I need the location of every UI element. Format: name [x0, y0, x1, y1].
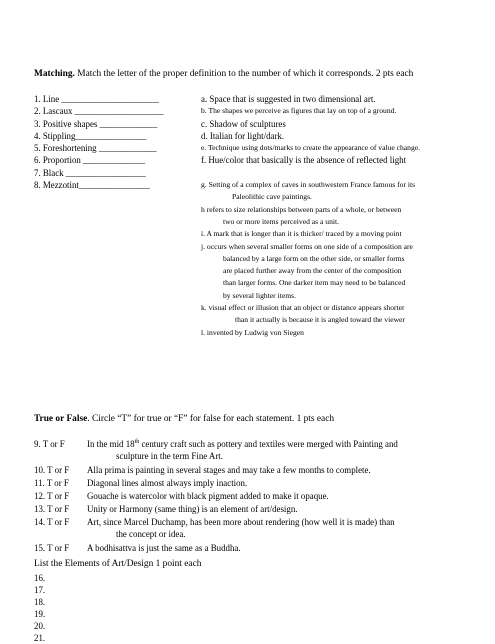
tf-statement-cont: sculpture in the term Fine Art. — [116, 451, 223, 461]
tf-choice[interactable]: 10. T or F — [34, 465, 70, 475]
matching-instructions: Match the letter of the proper definition to the number of which it corresponds. 2 pts each — [74, 69, 414, 79]
elements-list — [34, 572, 45, 644]
tf-choice[interactable]: 13. T or F — [34, 504, 70, 515]
elements-heading: List the Elements of Art/Design 1 point each — [34, 559, 202, 569]
tf-choice[interactable]: 14. T or F — [34, 517, 70, 528]
definition-k: k. visual effect or illusion that an object or distance appears shorter — [201, 303, 405, 313]
tf-choice[interactable]: 9. T or F — [34, 439, 65, 449]
definition-g-cont: Paleolithic cave paintings. — [232, 192, 312, 202]
element-answer-line[interactable]: 17. — [34, 585, 46, 595]
definition-h: h refers to size relationships between parts of a whole, or between — [201, 204, 402, 214]
element-answer-line[interactable]: 18. — [34, 597, 46, 607]
definition-a: a. Space that is suggested in two dimensional art. — [201, 94, 376, 104]
term-item: 1. Line ______________________ — [34, 94, 159, 104]
definition-f: f. Hue/color that basically is the absence of reflected light — [201, 155, 407, 166]
definition-j: j. occurs when several smaller forms on one side of a composition are — [201, 241, 413, 251]
element-answer-line[interactable]: 19. — [34, 609, 46, 619]
tf-statement: Art, since Marcel Duchamp, has been more about rendering (how well it is made) than — [87, 517, 395, 528]
element-answer-line[interactable]: 21. — [34, 633, 46, 643]
true-false-instructions: . Circle “T” for true or “F” for false for each statement. 1 pts each — [87, 414, 335, 424]
definition-c: c. Shadow of sculptures — [201, 118, 286, 129]
definition-j-cont-2: are placed further away from the center of the composition — [223, 266, 402, 276]
tf-choice[interactable]: 15. T or F — [34, 543, 70, 554]
definition-h-cont: two or more items perceived as a unit. — [223, 216, 339, 226]
definition-l: l. invented by Ludwig von Siegen — [201, 327, 304, 337]
definition-b: b. The shapes we perceive as figures that lay on top of a ground. — [201, 106, 397, 116]
matching-terms — [34, 93, 163, 191]
definition-d: d. Italian for light/dark. — [201, 130, 285, 141]
tf-statement: A bodhisattva is just the same as a Buddha. — [87, 543, 241, 554]
definition-j-cont-4: by several lighter items. — [223, 290, 296, 300]
term-item: 7. Black __________________ — [34, 167, 146, 178]
tf-statement-cont: the concept or idea. — [116, 529, 186, 540]
definition-k-cont: than it actually is because it is angled toward the viewer — [235, 315, 405, 325]
term-item: 6. Proportion ______________ — [34, 155, 146, 166]
tf-choice[interactable]: 11. T or F — [34, 478, 69, 489]
definition-j-cont-1: balanced by a large form on the other side, or smaller forms — [223, 253, 405, 263]
matching-heading — [34, 69, 413, 79]
definition-e: e. Technique using dots/marks to create the appearance of value change. — [201, 143, 421, 153]
tf-statement: Diagonal lines almost always imply inaction. — [87, 478, 248, 489]
term-item: 8. Mezzotint________________ — [34, 180, 150, 191]
tf-statement: In the mid 18th century craft such as pottery and textiles were merged with Painting and — [87, 439, 398, 449]
definition-i: i. A mark that is longer than it is thicker/ traced by a moving point — [201, 229, 402, 239]
definition-g: g. Setting of a complex of caves in southwestern France famous for its — [201, 180, 416, 190]
term-item: 3. Positive shapes _____________ — [34, 118, 158, 129]
tf-statement: Alla prima is painting in several stages and may take a few months to complete. — [87, 465, 371, 475]
true-false-heading — [34, 414, 334, 424]
true-false-title: True or False — [34, 414, 88, 424]
tf-statement: Gouache is watercolor with black pigment added to make it opaque. — [87, 491, 329, 502]
definition-j-cont-3: than larger forms. One darker item may need to be balanced — [223, 278, 406, 288]
tf-choice[interactable]: 12. T or F — [34, 491, 70, 502]
element-answer-line[interactable]: 20. — [34, 621, 46, 631]
definition-spacer — [201, 167, 491, 179]
matching-definitions — [201, 93, 491, 339]
term-item: 4. Stippling________________ — [34, 130, 147, 141]
element-answer-line[interactable]: 16. — [34, 573, 46, 583]
term-item: 5. Foreshortening _____________ — [34, 143, 157, 154]
matching-title: Matching. — [34, 69, 75, 79]
term-item: 2. Lascaux ____________________ — [34, 106, 164, 117]
tf-statement: Unity or Harmony (same thing) is an element of art/design. — [87, 504, 298, 515]
